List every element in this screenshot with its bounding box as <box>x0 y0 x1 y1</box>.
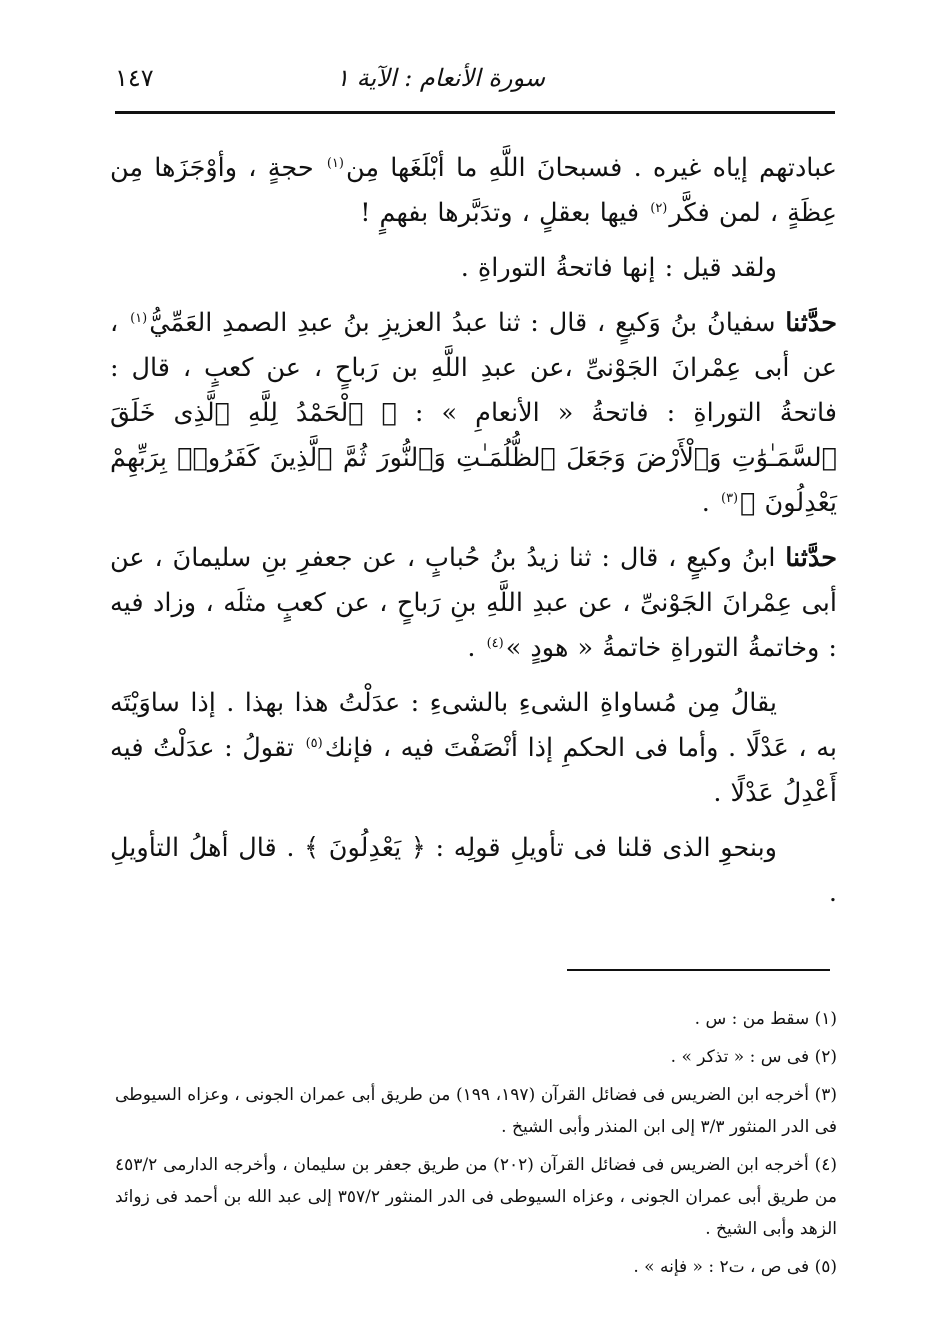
header-divider <box>115 111 835 114</box>
footnote-item: (١) سقط من : س . <box>694 1009 837 1029</box>
paragraph-3 <box>110 301 837 526</box>
paragraph-text: ابنُ وكيعٍ ، قال : ثنا زيدُ بنُ حُبابٍ ، عن جعفرِ بنِ سليمانَ ، عن أبى عِمْرانَ الجَوْنىِّ ، عن عبدِ اللَّهِ بنِ رَباحٍ ، عن كعبٍ مثلَه ، وزاد فيه : وخاتمةُ التوراةِ خاتمةُ « هودٍ » <box>110 543 837 663</box>
footnote-item: (٣) أخرجه ابن الضريس فى فضائل القرآن (١٩٧، ١٩٩) من طريق أبى عمران الجونى ، وعزاه السيوطى فى الدر المنثور ٣/٣ إلى ابن المنذر وأبى الشيخ . <box>115 1085 837 1137</box>
page-number: ١٤٧ <box>115 64 154 92</box>
footnote-item: (٢) فى س : « تذكر » . <box>670 1047 837 1067</box>
running-header <box>115 62 835 102</box>
footnote-marker: (٢) <box>650 200 668 216</box>
footnote-item: (٥) فى ص ، ت٢ : « فإنه » . <box>633 1257 837 1277</box>
footnote-marker: (٣) <box>720 490 739 506</box>
paragraph-text: سفيانُ بنُ وَكيعٍ ، قال : ثنا عبدُ العزيزِ بنُ عبدِ الصمدِ العَمِّيُّ <box>149 308 786 338</box>
paragraph-text: . <box>467 633 485 663</box>
paragraph-1 <box>110 146 837 236</box>
paragraph-text: حجةٍ ، وأوْجَزَها مِن عِظَةٍ ، لمن فكَّر <box>110 153 837 228</box>
paragraph-text: فيها بعقلٍ ، وتدَبَّرها بفهمٍ ! <box>360 198 649 228</box>
paragraph-text: . <box>701 488 719 518</box>
footnote-marker: (٤) <box>486 635 504 651</box>
footnote-marker: (١) <box>130 310 148 326</box>
header-title: سورة الأنعام : الآية ١ <box>336 64 545 92</box>
paragraph-text: ولقد قيل : إنها فاتحةُ التوراةِ . <box>460 253 777 283</box>
footnote-marker: (٥) <box>305 735 323 751</box>
paragraph-5 <box>110 681 837 816</box>
hadith-lead-word: حدَّثنا <box>785 543 837 573</box>
hadith-lead-word: حدَّثنا <box>785 308 837 338</box>
footnote-marker: (١) <box>326 155 344 171</box>
footnotes <box>115 1003 837 1289</box>
paragraph-6 <box>110 826 837 916</box>
main-text <box>110 146 837 926</box>
paragraph-4 <box>110 536 837 671</box>
paragraph-2 <box>110 246 837 291</box>
footnote-divider <box>567 969 830 971</box>
paragraph-text: يقالُ مِن مُساواةِ الشىءِ بالشىءِ : عدَلْتُ هذا بهذا . إذا ساوَيْتَه به ، عَدْلًا . وأما فى الحكمِ إذا أنْصَفْتَ فيه ، فإنك <box>110 688 837 763</box>
paragraph-text: عبادتهم إياه غيره . فسبحانَ اللَّهِ ما أبْلَغَها مِن <box>345 153 837 183</box>
paragraph-text: تقولُ : عدَلْتُ فيه أَعْدِلُ عَدْلًا . <box>110 733 837 808</box>
footnote-item: (٤) أخرجه ابن الضريس فى فضائل القرآن (٢٠٢) من طريق جعفر بن سليمان ، وأخرجه الدارمى ٤٥٣/٢ من طريق أبى عمران الجونى ، وعزاه السيوطى فى الدر المنثور ٣٥٧/٢ إلى عبد الله بن أحمد فى زوائد الزهد وأبى الشيخ . <box>115 1155 837 1239</box>
paragraph-text: وبنحوِ الذى قلنا فى تأويلِ قولِه : ﴿ يَعْدِلُونَ ﴾ . قال أهلُ التأويلِ . <box>110 833 837 908</box>
paragraph-text: ، عن أبى عِمْرانَ الجَوْنىِّ ،عن عبدِ اللَّهِ بن رَباحٍ ، عن كعبٍ ، قال : فاتحةُ التوراةِ : فاتحةُ « الأنعامِ » : ﴿ ٱلْحَمْدُ لِلَّهِ ٱلَّذِى خَلَقَ ٱلسَّمَـٰوَٰتِ وَٱلْأَرْضَ وَجَعَلَ ٱلظُّلُمَـٰتِ وَٱلنُّورَ ثُمَّ ٱلَّذِينَ كَفَرُوا۟ بِرَبِّهِمْ يَعْدِلُونَ ﴾ <box>110 308 837 518</box>
